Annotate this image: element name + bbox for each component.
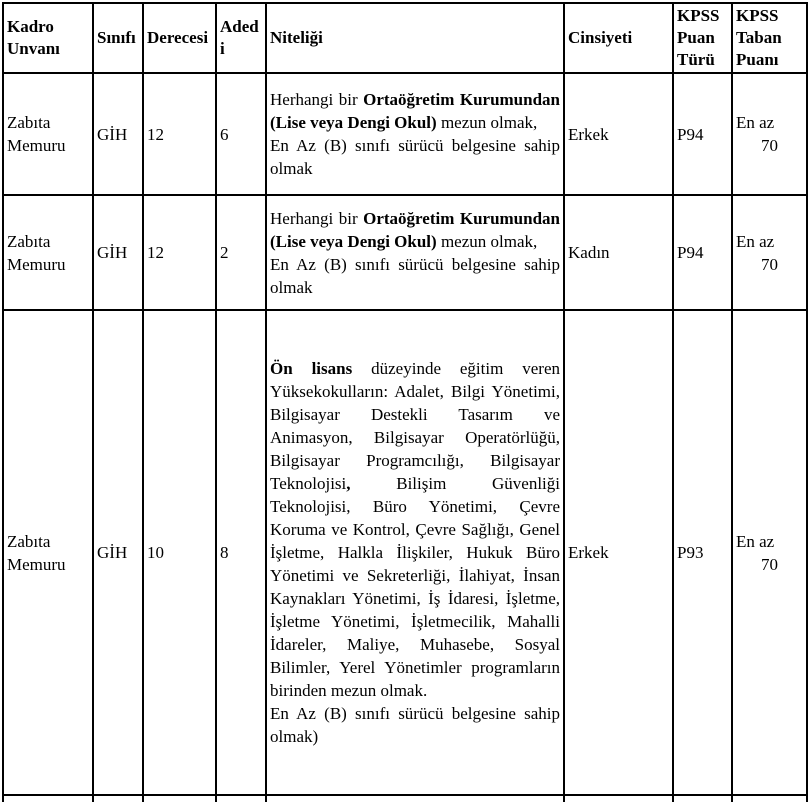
cell-kpss-puan-turu: P93 [673, 310, 732, 795]
kpss-taban-text: En az [736, 231, 775, 251]
empty-cell [564, 795, 673, 802]
cell-cinsiyeti: Kadın [564, 195, 673, 310]
col-header-niteligi: Niteliği [266, 3, 564, 73]
kpss-taban-text: En az [736, 531, 775, 551]
cell-sinifi: GİH [93, 73, 143, 195]
col-header-sinifi: Sınıfı [93, 3, 143, 73]
niteligi-paragraph [270, 357, 560, 702]
niteligi-text: mezun olmak, [436, 113, 538, 132]
empty-cell [143, 795, 216, 802]
niteligi-bold-text: , [346, 474, 351, 493]
niteligi-bold-text: Ön lisans [270, 359, 353, 378]
cell-kadro-unvani: Zabıta Memuru [3, 73, 93, 195]
cell-cinsiyeti: Erkek [564, 310, 673, 795]
table-header-row [3, 3, 807, 73]
empty-cell [732, 795, 807, 802]
cell-niteligi [266, 310, 564, 795]
niteligi-bold-text: Ortaöğretim Kurumundan (Lise veya Dengi Okul) [270, 208, 561, 251]
cell-kpss-taban-puani [732, 195, 807, 310]
cell-derecesi: 10 [143, 310, 216, 795]
niteligi-text: Herhangi bir [270, 90, 364, 109]
cell-cinsiyeti: Erkek [564, 73, 673, 195]
empty-cell [673, 795, 732, 802]
niteligi-text: düzeyinde eğitim veren Yüksekokulların: Adalet, Bilgi Yönetimi, Bilgisayar Destekli Tasarım ve Animasyon, Bilgisayar Operatörlüğü, Bilgisayar Programcılığı, Bilgisayar Teknolojisi [270, 359, 560, 493]
niteligi-paragraph: En Az (B) sınıfı sürücü belgesine sahip olmak [270, 254, 560, 297]
cell-kadro-unvani: Zabıta Memuru [3, 310, 93, 795]
empty-cell [216, 795, 266, 802]
kpss-taban-value: 70 [761, 254, 778, 274]
cell-kpss-taban-puani [732, 73, 807, 195]
empty-cell [93, 795, 143, 802]
niteligi-text: Bilişim Güvenliği Teknolojisi, Büro Yönetimi, Çevre Koruma ve Kontrol, Çevre Sağlığı, Genel İşletme, Halkla İlişkiler, Hukuk Büro Yönetimi ve Sekreterliği, İlahiyat, İnsan Kaynakları Yönetimi, İş İdaresi, İşletme, İşletme Yönetimi, İşletmecilik, Mahalli İdareler, Maliye, Muhasebe, Sosyal Bilimler, Yerel Yönetimler programların birinden mezun olmak. [270, 474, 560, 700]
cell-kadro-unvani: Zabıta Memuru [3, 195, 93, 310]
col-header-kadro-unvani: Kadro Unvanı [3, 3, 93, 73]
table-row [3, 310, 807, 795]
cell-niteligi [266, 73, 564, 195]
empty-cell [266, 795, 564, 802]
col-header-adedi: Adedi [216, 3, 266, 73]
cell-kpss-puan-turu: P94 [673, 195, 732, 310]
cell-derecesi: 12 [143, 195, 216, 310]
cell-sinifi: GİH [93, 310, 143, 795]
niteligi-paragraph: En Az (B) sınıfı sürücü belgesine sahip olmak [270, 136, 560, 178]
col-header-kpss-taban-puani: KPSS Taban Puanı [732, 3, 807, 73]
niteligi-paragraph [270, 207, 560, 253]
niteligi-paragraph: En Az (B) sınıfı sürücü belgesine sahip olmak) [270, 704, 560, 746]
niteligi-text: Herhangi bir [270, 208, 364, 228]
table-row-partial [3, 795, 807, 802]
cell-adedi: 6 [216, 73, 266, 195]
cell-adedi: 8 [216, 310, 266, 795]
niteligi-paragraph [270, 88, 560, 134]
col-header-cinsiyeti: Cinsiyeti [564, 3, 673, 73]
kpss-taban-text: En az [736, 113, 775, 132]
job-positions-table [2, 2, 808, 802]
table-row [3, 73, 807, 195]
niteligi-bold-text: Ortaöğretim Kurumundan (Lise veya Dengi Okul) [270, 90, 561, 132]
cell-adedi: 2 [216, 195, 266, 310]
col-header-kpss-puan-turu: KPSS Puan Türü [673, 3, 732, 73]
col-header-derecesi: Derecesi [143, 3, 216, 73]
cell-niteligi [266, 195, 564, 310]
empty-cell [3, 795, 93, 802]
table-row [3, 195, 807, 310]
cell-sinifi: GİH [93, 195, 143, 310]
cell-kpss-taban-puani [732, 310, 807, 795]
cell-derecesi: 12 [143, 73, 216, 195]
niteligi-text: mezun olmak, [436, 231, 538, 251]
cell-kpss-puan-turu: P94 [673, 73, 732, 195]
kpss-taban-value: 70 [761, 136, 778, 155]
kpss-taban-value: 70 [761, 554, 778, 574]
